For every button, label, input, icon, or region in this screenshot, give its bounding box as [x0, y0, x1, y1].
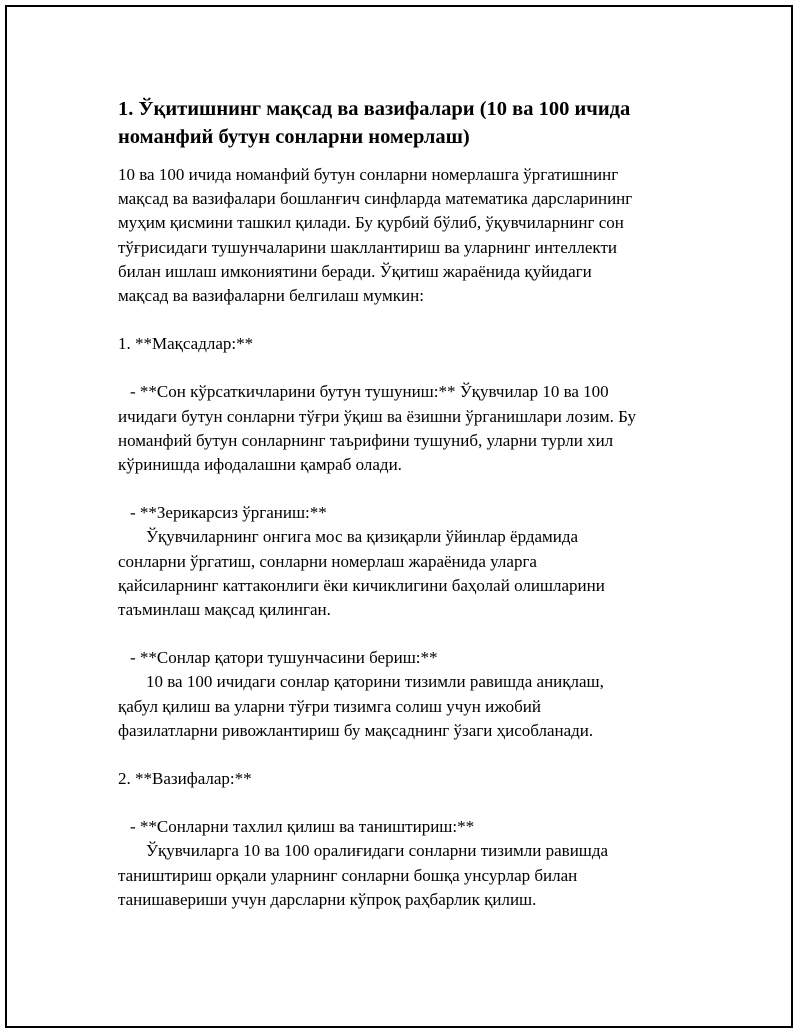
list-item-line: таништириш орқали уларнинг сонларни бошқа унсурлар билан [118, 865, 578, 885]
list-item-heading: - **Зерикарсиз ўрганиш:** [130, 503, 327, 523]
list-item-line: таъминлаш мақсад қилинган. [118, 600, 331, 620]
list-item-heading: - **Сонларни тахлил қилиш ва таништириш:** [130, 817, 475, 837]
list-item-line: - **Сон кўрсаткичларини бутун тушуниш:** Ўқувчилар 10 ва 100 [130, 382, 609, 402]
intro-line: билан ишлаш имкониятини беради. Ўқитиш жараёнида қуйидаги [118, 261, 592, 281]
list-item-goal-2 [118, 501, 698, 622]
intro-line: 10 ва 100 ичида номанфий бутун сонларни номерлашга ўргатишнинг [118, 165, 619, 184]
list-item-goal-1 [118, 380, 698, 477]
list-item-task-1 [118, 815, 698, 912]
list-item-line: ичидаги бутун сонларни тўғри ўқиш ва ёзишни ўрганишлари лозим. Бу [118, 406, 636, 426]
intro-line: муҳим қисмини ташкил қилади. Бу қурбий бўлиб, ўқувчиларнинг сон [118, 213, 624, 233]
section-heading-tasks: 2. **Вазифалар:** [118, 769, 252, 789]
document-body [118, 95, 698, 912]
intro-paragraph [118, 163, 698, 308]
list-item-heading: - **Сонлар қатори тушунчасини бериш:** [130, 648, 438, 668]
document-title: 1. Ўқитишнинг мақсад ва вазифалари (10 ва 100 ичида номанфий бутун сонларни номерлаш) [118, 98, 631, 148]
list-item-goal-3 [118, 646, 698, 743]
list-item-line: сонларни ўргатиш, сонларни номерлаш жараёнида уларга [118, 551, 537, 571]
intro-line: мақсад ва вазифалари бошланғич синфларда математика дарсларининг [118, 189, 633, 209]
list-item-line: фазилатларни ривожлантириш бу мақсаднинг ўзаги ҳисобланади. [118, 720, 594, 740]
list-item-line: Ўқувчиларга 10 ва 100 оралиғидаги сонларни тизимли равишда [146, 841, 609, 861]
intro-line: мақсад ва вазифаларни белгилаш мумкин: [118, 286, 424, 306]
list-item-line: қайсиларнинг каттаконлиги ёки кичиклигини баҳолай олишларини [118, 575, 605, 595]
list-item-line: кўринишда ифодалашни қамраб олади. [118, 455, 402, 475]
list-item-line: Ўқувчиларнинг онгига мос ва қизиқарли ўйинлар ёрдамида [146, 527, 579, 547]
list-item-line: қабул қилиш ва уларни тўғри тизимга солиш учун ижобий [118, 696, 541, 716]
list-item-line: 10 ва 100 ичидаги сонлар қаторини тизимли равишда аниқлаш, [146, 672, 604, 692]
intro-line: тўғрисидаги тушунчаларини шакллантириш ва уларнинг интеллекти [118, 237, 617, 257]
list-item-line: номанфий бутун сонларнинг таърифини тушуниб, уларни турли хил [118, 430, 614, 450]
section-heading-goals: 1. **Мақсадлар:** [118, 334, 254, 354]
list-item-line: танишавериши учун дарсларни кўпроқ раҳбарлик қилиш. [118, 889, 537, 909]
